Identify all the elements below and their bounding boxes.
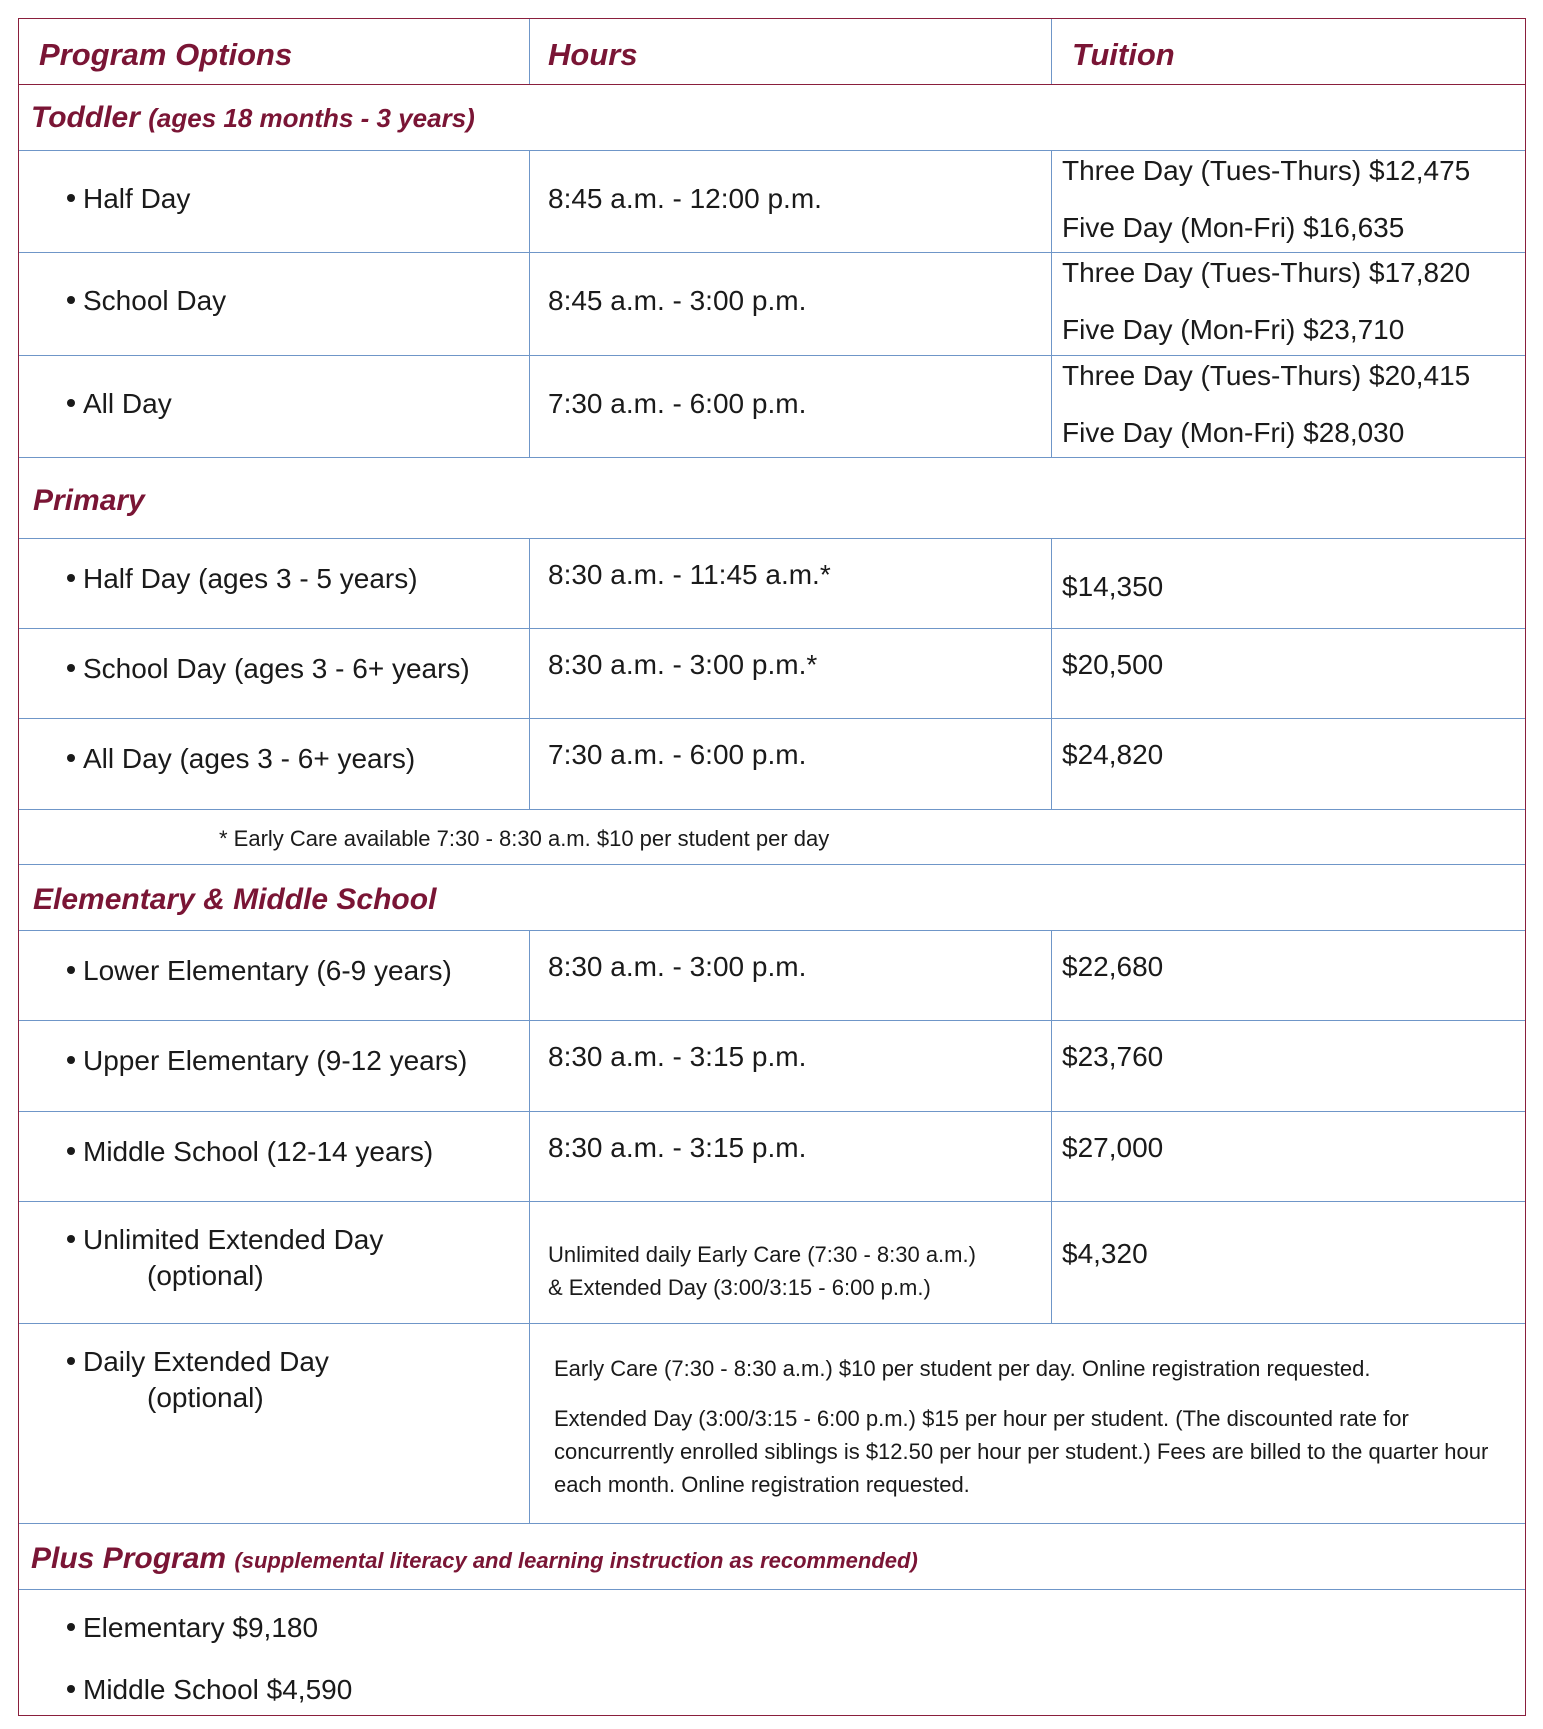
table-row: [19, 1112, 1525, 1202]
list-item: Middle School $4,590: [67, 1674, 352, 1706]
header-program-options: Program Options: [39, 37, 293, 72]
bullet-icon: [67, 399, 75, 407]
bullet-icon: [67, 1235, 75, 1243]
optional-label: (optional): [147, 1382, 264, 1413]
tuition-three-day: Three Day (Tues-Thurs) $20,415: [1062, 360, 1471, 391]
table-row: [19, 931, 1525, 1021]
table-row-unlimited-extended: [19, 1202, 1525, 1324]
program-hours: 8:30 a.m. - 3:00 p.m.: [548, 951, 807, 982]
tuition-table: [18, 18, 1526, 1716]
program-name: School Day: [83, 285, 227, 316]
daily-early-care-text: Early Care (7:30 - 8:30 a.m.) $10 per student per day. Online registration requested.: [554, 1356, 1371, 1381]
section-title-elementary: [19, 865, 1525, 931]
program-tuition: $22,680: [1062, 951, 1164, 982]
tuition-five-day: Five Day (Mon-Fri) $28,030: [1062, 417, 1405, 448]
program-tuition: $14,350: [1062, 571, 1164, 602]
program-hours: 8:30 a.m. - 3:15 p.m.: [548, 1041, 807, 1072]
bullet-icon: [67, 1056, 75, 1064]
program-tuition: $24,820: [1062, 739, 1164, 770]
program-name: Daily Extended Day: [83, 1346, 329, 1377]
bullet-icon: [67, 1685, 75, 1693]
program-name: Middle School (12-14 years): [83, 1136, 434, 1167]
program-name: School Day (ages 3 - 6+ years): [83, 653, 470, 684]
tuition-three-day: Three Day (Tues-Thurs) $17,820: [1062, 257, 1471, 288]
primary-title: Primary: [33, 484, 145, 517]
table-row: [19, 719, 1525, 810]
table-row: [19, 539, 1525, 629]
program-hours: 7:30 a.m. - 6:00 p.m.: [548, 739, 807, 770]
program-tuition: $20,500: [1062, 649, 1164, 680]
program-name: Upper Elementary (9-12 years): [83, 1045, 468, 1076]
hours-line-1: Unlimited daily Early Care (7:30 - 8:30 a.m.): [548, 1242, 976, 1267]
bullet-icon: [67, 664, 75, 672]
table-row: [19, 253, 1525, 356]
table-row: [19, 1021, 1525, 1112]
section-title-toddler: [19, 85, 1525, 151]
plus-subtitle: (supplemental literacy and learning instruction as recommended): [234, 1548, 918, 1573]
program-hours: 7:30 a.m. - 6:00 p.m.: [548, 388, 807, 419]
bullet-icon: [67, 296, 75, 304]
program-hours: 8:45 a.m. - 3:00 p.m.: [548, 285, 807, 316]
program-hours: 8:45 a.m. - 12:00 p.m.: [548, 183, 822, 214]
section-title-primary: [19, 458, 1525, 539]
section-title-plus: [19, 1524, 1525, 1590]
daily-extended-day-text: Extended Day (3:00/3:15 - 6:00 p.m.) $15 per hour per student. (The discounted rate for concurrently enrolled siblings is $12.50 per hour per student.) Fees are billed to the quarter hour each month. Online registration requested.: [554, 1406, 1489, 1497]
table-row: [19, 151, 1525, 253]
tuition-five-day: Five Day (Mon-Fri) $23,710: [1062, 314, 1405, 345]
tuition-five-day: Five Day (Mon-Fri) $16,635: [1062, 212, 1405, 243]
program-hours: 8:30 a.m. - 11:45 a.m.*: [548, 559, 831, 590]
early-care-note-row: [19, 810, 1525, 865]
optional-label: (optional): [147, 1260, 264, 1291]
header-tuition: Tuition: [1072, 37, 1175, 72]
bullet-icon: [67, 1357, 75, 1365]
program-name: All Day: [83, 388, 172, 419]
elementary-title: Elementary & Middle School: [33, 883, 437, 916]
program-name: Half Day (ages 3 - 5 years): [83, 563, 418, 594]
bullet-icon: [67, 574, 75, 582]
program-name: Lower Elementary (6-9 years): [83, 955, 452, 986]
bullet-icon: [67, 966, 75, 974]
bullet-icon: [67, 754, 75, 762]
table-row: [19, 629, 1525, 719]
tuition-three-day: Three Day (Tues-Thurs) $12,475: [1062, 155, 1471, 186]
program-tuition: $23,760: [1062, 1041, 1164, 1072]
bullet-icon: [67, 1147, 75, 1155]
plus-items-row: [19, 1590, 1525, 1717]
program-hours: 8:30 a.m. - 3:00 p.m.*: [548, 649, 818, 680]
bullet-icon: [67, 194, 75, 202]
program-tuition: $4,320: [1062, 1238, 1148, 1269]
program-name: Half Day: [83, 183, 191, 214]
toddler-title: Toddler: [31, 101, 140, 134]
program-tuition: $27,000: [1062, 1132, 1164, 1163]
program-name: Unlimited Extended Day: [83, 1224, 384, 1255]
plus-title: Plus Program: [31, 1542, 227, 1575]
program-name: All Day (ages 3 - 6+ years): [83, 743, 416, 774]
toddler-subtitle: (ages 18 months - 3 years): [148, 103, 475, 133]
early-care-note: * Early Care available 7:30 - 8:30 a.m. $10 per student per day: [219, 826, 830, 851]
bullet-icon: [67, 1623, 75, 1631]
hours-line-2: & Extended Day (3:00/3:15 - 6:00 p.m.): [548, 1275, 931, 1300]
table-header-row: [19, 19, 1525, 85]
header-hours: Hours: [548, 37, 638, 72]
table-row: [19, 356, 1525, 458]
program-hours: 8:30 a.m. - 3:15 p.m.: [548, 1132, 807, 1163]
table-row-daily-extended: [19, 1324, 1525, 1524]
list-item: Elementary $9,180: [67, 1612, 318, 1644]
